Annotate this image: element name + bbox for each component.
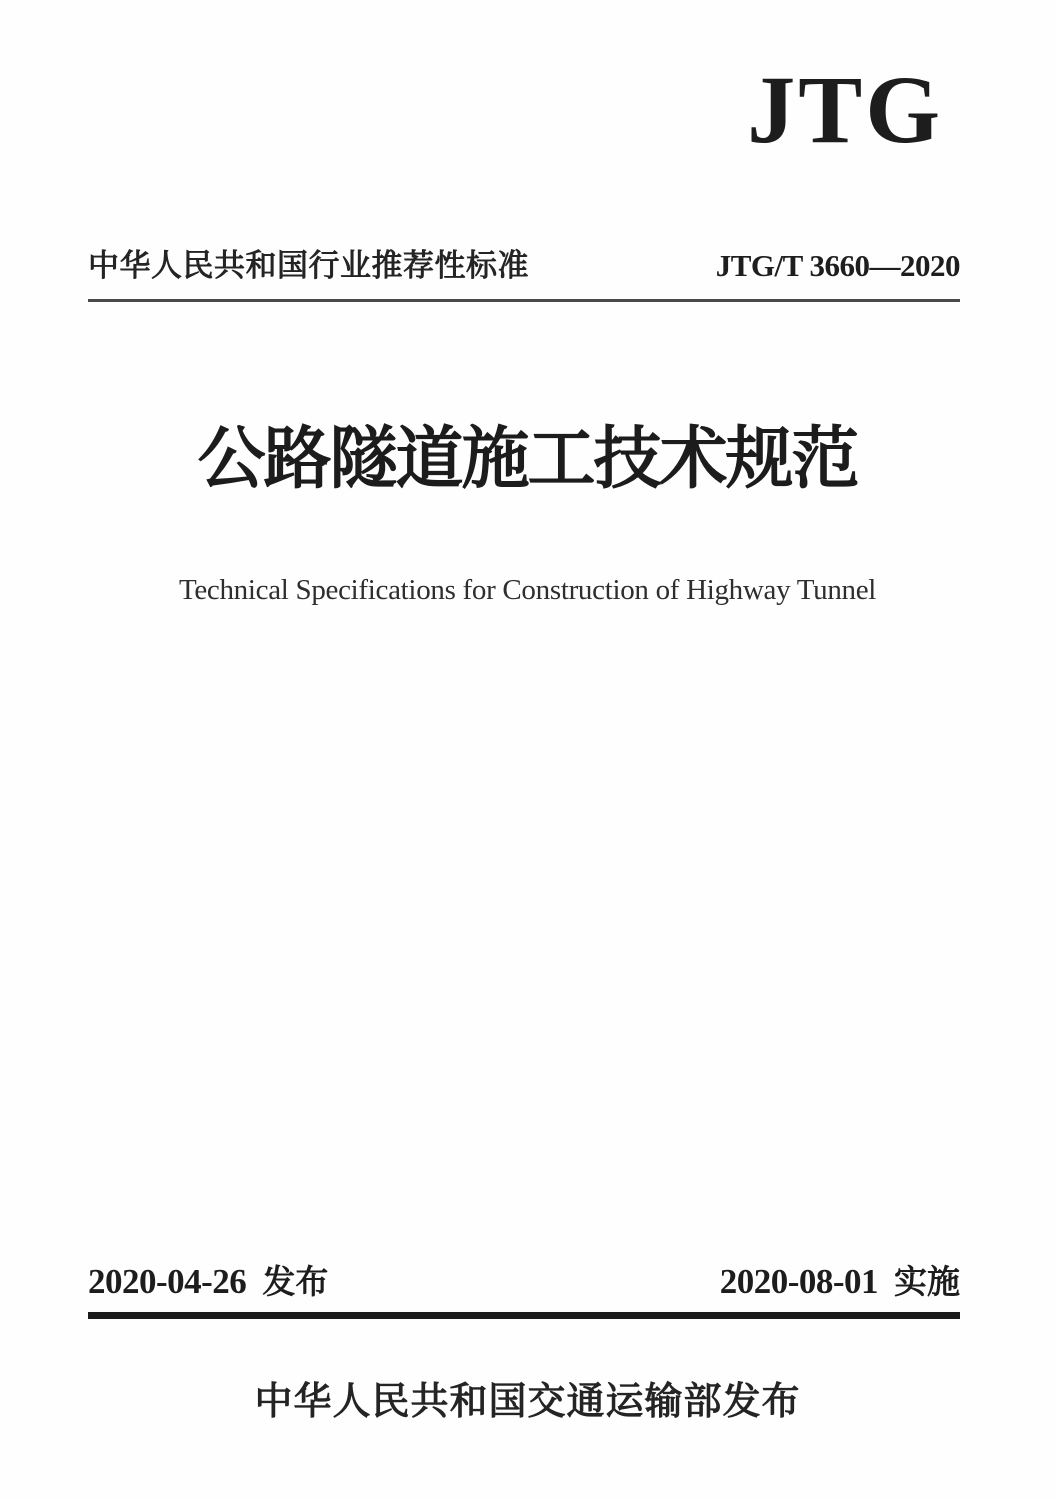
issue-date-value: 2020-04-26	[88, 1262, 247, 1301]
effective-date-label: 实施	[894, 1263, 960, 1300]
effective-date-group	[720, 1256, 960, 1303]
date-row	[88, 1256, 960, 1303]
header-divider-rule	[88, 299, 960, 302]
issue-date-group	[88, 1256, 328, 1303]
header-row	[88, 240, 960, 285]
issue-date-label: 发布	[262, 1263, 329, 1300]
jtg-logo: JTG	[747, 56, 943, 163]
standard-category-label: 中华人民共和国行业推荐性标准	[88, 248, 529, 283]
document-title-english: Technical Specifications for Construction of Highway Tunnel	[178, 574, 877, 606]
standard-number: JTG/T 3660—2020	[715, 248, 960, 283]
footer-divider-rule	[88, 1312, 960, 1319]
publisher-line: 中华人民共和国交通运输部发布	[254, 1381, 801, 1423]
document-title-chinese: 公路隧道施工技术规范	[197, 421, 858, 497]
effective-date-value: 2020-08-01	[719, 1262, 878, 1301]
